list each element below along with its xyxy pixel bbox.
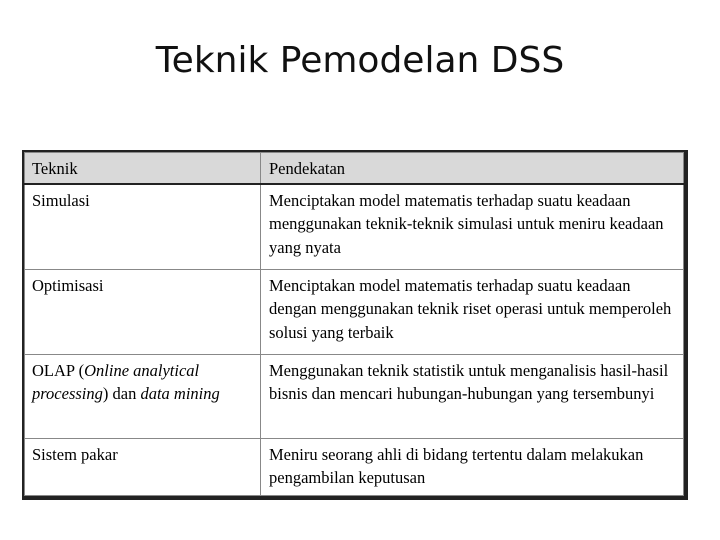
cell-teknik: [25, 354, 261, 438]
cell-teknik: Sistem pakar: [25, 438, 261, 495]
cell-teknik-part-italic: Online analytical processing: [32, 360, 200, 403]
header-teknik: Teknik: [25, 153, 261, 184]
cell-teknik-part: OLAP (: [32, 360, 85, 380]
technique-table-grid: [24, 152, 684, 496]
technique-table: [22, 150, 688, 500]
cell-pendekatan: Menciptakan model matematis terhadap suatu keadaan dengan menggunakan teknik riset operasi untuk memperoleh solusi yang terbaik: [261, 269, 684, 354]
cell-teknik: Simulasi: [25, 184, 261, 270]
cell-pendekatan: Meniru seorang ahli di bidang tertentu dalam melakukan pengambilan keputusan: [261, 438, 684, 495]
table-row: [25, 269, 684, 354]
table-row: [25, 354, 684, 438]
cell-teknik: Optimisasi: [25, 269, 261, 354]
cell-pendekatan: Menciptakan model matematis terhadap suatu keadaan menggunakan teknik-teknik simulasi untuk meniru keadaan yang nyata: [261, 184, 684, 270]
cell-teknik-part: ) dan: [102, 384, 141, 403]
cell-pendekatan: Menggunakan teknik statistik untuk menganalisis hasil-hasil bisnis dan mencari hubungan-hubungan yang tersembunyi: [261, 354, 684, 438]
table-row: [25, 438, 684, 495]
cell-teknik-part-italic: data mining: [140, 384, 220, 403]
slide-title: Teknik Pemodelan DSS: [155, 40, 565, 81]
header-pendekatan: Pendekatan: [261, 153, 684, 184]
table-header-row: [25, 153, 684, 184]
table-row: [25, 184, 684, 270]
